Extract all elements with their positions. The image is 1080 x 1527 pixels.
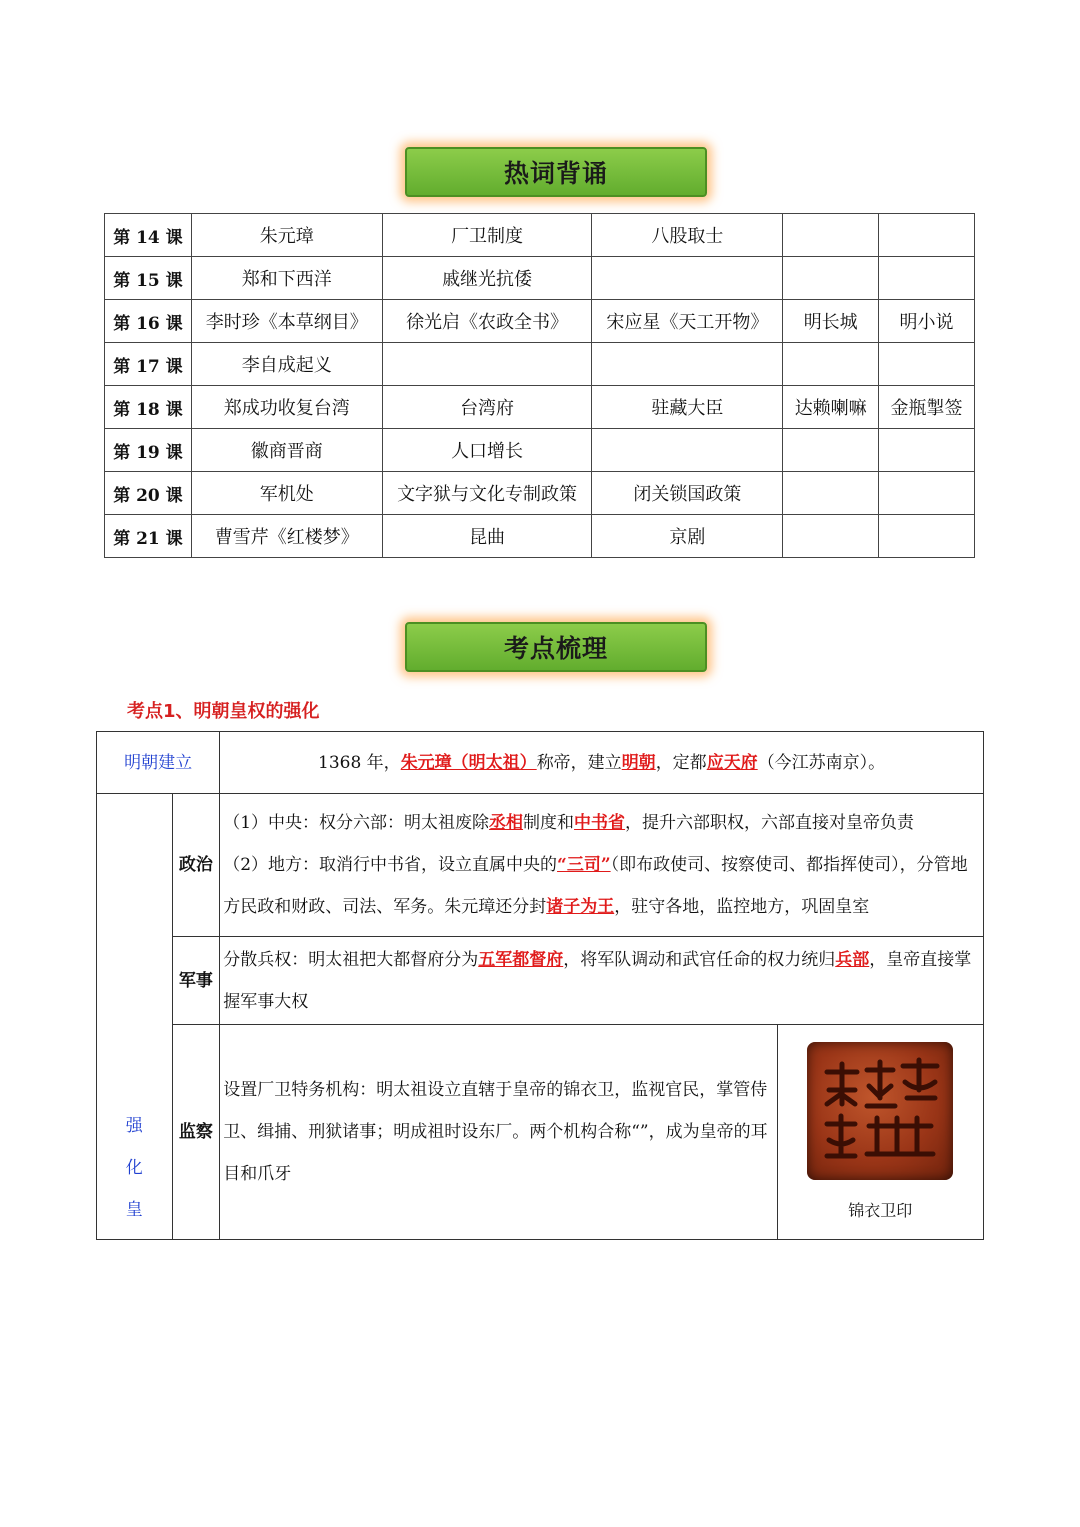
text-segment: 分散兵权：明太祖把大都督府分为 <box>223 949 479 970</box>
table-row <box>105 515 975 558</box>
hot-word-cell: 军机处 <box>191 472 382 515</box>
keyword: “三司” <box>557 855 611 875</box>
text-segment: ，定都 <box>655 752 707 773</box>
lesson-cell: 第 18 课 <box>105 386 192 429</box>
lesson-cell: 第 20 课 <box>105 472 192 515</box>
text-segment: （今江苏南京）。 <box>757 752 886 773</box>
vertical-char: 强 <box>125 1116 143 1136</box>
hot-word-cell <box>783 515 879 558</box>
hot-word-cell: 戚继光抗倭 <box>382 257 592 300</box>
vertical-char: 化 <box>125 1158 143 1178</box>
text-segment: （1）中央：权分六部：明太祖废除 <box>223 813 490 833</box>
founding-text <box>220 732 984 794</box>
text-segment: ，将军队调动和武官任命的权力统归 <box>563 949 836 970</box>
hot-word-cell <box>879 257 975 300</box>
table-row <box>105 257 975 300</box>
keyword: 朱元璋（明太祖） <box>400 752 537 773</box>
hot-word-cell: 徐光启《农政全书》 <box>382 300 592 343</box>
jinyiwei-seal-image <box>807 1042 953 1180</box>
text-segment: ，提升六部职权，六部直接对皇帝负责 <box>625 813 915 833</box>
section-title: 考点1、明朝皇权的强化 <box>127 701 320 722</box>
lesson-cell: 第 15 课 <box>105 257 192 300</box>
lesson-cell: 第 21 课 <box>105 515 192 558</box>
exam-points-table <box>96 731 984 1240</box>
hot-word-cell: 文字狱与文化专制政策 <box>382 472 592 515</box>
hot-word-cell: 宋应星《天工开物》 <box>592 300 783 343</box>
keyword: 五军都督府 <box>478 949 564 970</box>
hot-word-cell <box>592 429 783 472</box>
hot-word-cell: 八股取士 <box>592 214 783 257</box>
seal-cell <box>777 1025 983 1240</box>
hot-word-cell: 昆曲 <box>382 515 592 558</box>
hot-word-cell: 人口增长 <box>382 429 592 472</box>
text-segment: ，皇帝直接掌握军事大权 <box>223 949 972 1012</box>
lesson-cell: 第 16 课 <box>105 300 192 343</box>
hot-word-cell: 闭关锁国政策 <box>592 472 783 515</box>
text-segment: （即布政使司、按察使司、都指挥使司），分管地方民政和财政、司法、军务。朱元璋还分封 <box>223 855 968 917</box>
hot-word-cell: 台湾府 <box>382 386 592 429</box>
hot-word-cell: 金瓶掣签 <box>879 386 975 429</box>
politics-label: 政治 <box>172 794 220 937</box>
keyword: 诸子为王 <box>546 897 615 917</box>
supervision-label: 监察 <box>172 1025 220 1240</box>
table-row <box>105 214 975 257</box>
lesson-cell: 第 14 课 <box>105 214 192 257</box>
politics-row <box>97 794 984 937</box>
table-row <box>105 300 975 343</box>
hot-word-cell: 达赖喇嘛 <box>783 386 879 429</box>
hot-word-cell: 郑成功收复台湾 <box>191 386 382 429</box>
hot-word-cell <box>879 214 975 257</box>
table-row <box>105 472 975 515</box>
hot-word-cell <box>783 257 879 300</box>
hot-word-cell <box>879 343 975 386</box>
keyword: 兵部 <box>835 949 870 970</box>
text-segment: 1368 年， <box>318 752 401 773</box>
table-row <box>105 343 975 386</box>
supervision-row <box>97 1025 984 1240</box>
hot-word-cell <box>783 429 879 472</box>
keyword: 应天府 <box>706 752 758 773</box>
politics-text <box>220 794 984 937</box>
exam-points-banner: 考点梳理 <box>405 622 707 672</box>
hot-word-cell: 朱元璋 <box>191 214 382 257</box>
lesson-cell: 第 17 课 <box>105 343 192 386</box>
lesson-cell: 第 19 课 <box>105 429 192 472</box>
supervision-text: 设置厂卫特务机构：明太祖设立直辖于皇帝的锦衣卫，监视官民，掌管侍卫、缉捕、刑狱诸事；明成祖时设东厂。两个机构合称“”，成为皇帝的耳目和爪牙 <box>220 1025 777 1240</box>
hot-word-cell <box>592 343 783 386</box>
military-label: 军事 <box>172 937 220 1025</box>
hot-words-table <box>104 213 975 558</box>
hot-word-cell: 李自成起义 <box>191 343 382 386</box>
hot-word-cell: 明小说 <box>879 300 975 343</box>
hot-word-cell: 厂卫制度 <box>382 214 592 257</box>
text-segment: ，驻守各地，监控地方，巩固皇室 <box>614 897 870 917</box>
text-segment: （2）地方：取消行中书省，设立直属中央的 <box>223 855 558 875</box>
keyword: 明朝 <box>621 752 656 773</box>
hot-words-banner: 热词背诵 <box>405 147 707 197</box>
hot-word-cell <box>879 472 975 515</box>
hot-word-cell <box>382 343 592 386</box>
hot-word-cell: 京剧 <box>592 515 783 558</box>
text-segment: 称帝，建立 <box>536 752 622 773</box>
hot-word-cell <box>783 472 879 515</box>
hot-word-cell: 郑和下西洋 <box>191 257 382 300</box>
vertical-char: 皇 <box>125 1200 143 1220</box>
text-segment: 制度和 <box>523 813 575 833</box>
hot-word-cell: 曹雪芹《红楼梦》 <box>191 515 382 558</box>
hot-word-cell: 明长城 <box>783 300 879 343</box>
keyword: 中书省 <box>574 813 626 833</box>
seal-caption: 锦衣卫印 <box>848 1201 913 1220</box>
hot-word-cell <box>783 343 879 386</box>
hot-word-cell <box>592 257 783 300</box>
hot-word-cell <box>783 214 879 257</box>
hot-word-cell: 徽商晋商 <box>191 429 382 472</box>
founding-row <box>97 732 984 794</box>
founding-label: 明朝建立 <box>97 732 220 794</box>
table-row <box>105 386 975 429</box>
military-row <box>97 937 984 1025</box>
hot-word-cell <box>879 429 975 472</box>
keyword: 丞相 <box>489 813 524 833</box>
hot-word-cell <box>879 515 975 558</box>
hot-word-cell: 驻藏大臣 <box>592 386 783 429</box>
vertical-label <box>97 794 173 1240</box>
hot-word-cell: 李时珍《本草纲目》 <box>191 300 382 343</box>
table-row <box>105 429 975 472</box>
military-text <box>220 937 984 1025</box>
